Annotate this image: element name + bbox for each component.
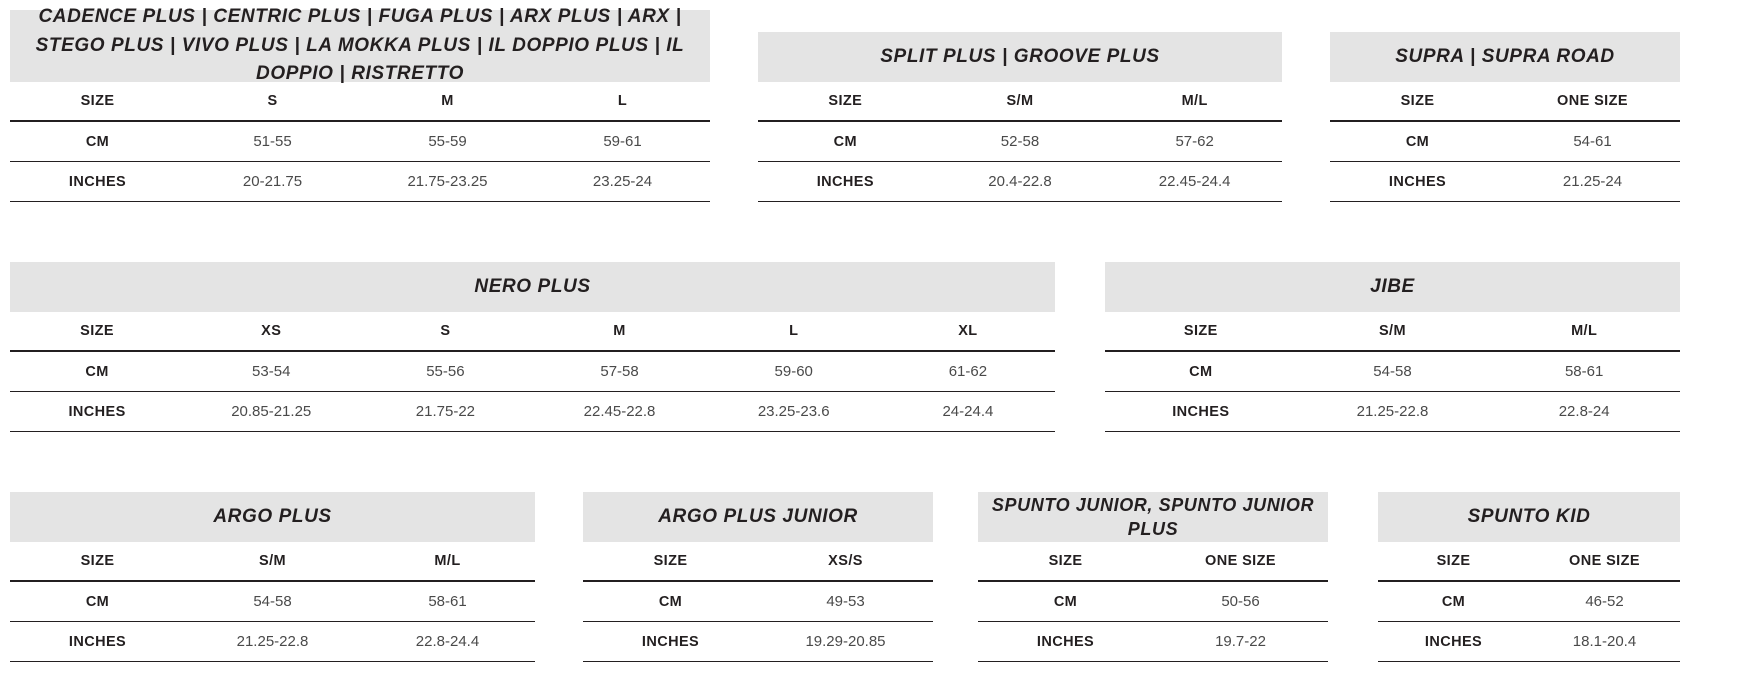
size-table-nero-plus: [10, 262, 1055, 432]
row-label: INCHES: [978, 622, 1153, 662]
cell-value: 52-58: [933, 121, 1108, 162]
table-title: SPUNTO KID: [1378, 492, 1680, 542]
table-header-row: [1378, 542, 1680, 581]
row-label: CM: [1105, 351, 1297, 392]
cell-value: 22.8-24: [1488, 392, 1680, 432]
size-table-jibe: [1105, 262, 1680, 432]
cell-value: 50-56: [1153, 581, 1328, 622]
column-header: L: [707, 312, 881, 351]
cell-value: 59-60: [707, 351, 881, 392]
row-label: CM: [1330, 121, 1505, 162]
table-row: [758, 121, 1282, 162]
cell-value: 21.75-22: [358, 392, 532, 432]
table-row: [10, 581, 535, 622]
table-row: [1378, 622, 1680, 662]
size-table-spunto-kid: [1378, 492, 1680, 662]
size-table-split-groove: [758, 32, 1282, 202]
table-row: [758, 162, 1282, 202]
row-label: INCHES: [10, 392, 184, 432]
row-label: INCHES: [1330, 162, 1505, 202]
row-label: CM: [10, 351, 184, 392]
column-header: SIZE: [1105, 312, 1297, 351]
column-header: SIZE: [10, 542, 185, 581]
cell-value: 57-62: [1107, 121, 1282, 162]
row-label: INCHES: [10, 622, 185, 662]
size-table: [758, 82, 1282, 202]
row-label: INCHES: [583, 622, 758, 662]
cell-value: 22.45-22.8: [532, 392, 706, 432]
table-row: [1105, 392, 1680, 432]
cell-value: 58-61: [360, 581, 535, 622]
row-label: CM: [1378, 581, 1529, 622]
cell-value: 51-55: [185, 121, 360, 162]
cell-value: 23.25-24: [535, 162, 710, 202]
column-header: SIZE: [978, 542, 1153, 581]
cell-value: 20.85-21.25: [184, 392, 358, 432]
column-header: SIZE: [10, 312, 184, 351]
column-header: M/L: [360, 542, 535, 581]
table-title: JIBE: [1105, 262, 1680, 312]
cell-value: 21.25-22.8: [185, 622, 360, 662]
cell-value: 61-62: [881, 351, 1055, 392]
size-table-supra: [1330, 32, 1680, 202]
cell-value: 19.29-20.85: [758, 622, 933, 662]
cell-value: 54-61: [1505, 121, 1680, 162]
column-header: S/M: [933, 82, 1108, 121]
column-header: SIZE: [1330, 82, 1505, 121]
size-table-argo-plus: [10, 492, 535, 662]
column-header: SIZE: [10, 82, 185, 121]
column-header: ONE SIZE: [1529, 542, 1680, 581]
column-header: M: [532, 312, 706, 351]
row-label: CM: [758, 121, 933, 162]
table-title: SUPRA | SUPRA ROAD: [1330, 32, 1680, 82]
size-table: [978, 542, 1328, 662]
table-header-row: [10, 542, 535, 581]
column-header: S: [185, 82, 360, 121]
cell-value: 46-52: [1529, 581, 1680, 622]
table-row: [1378, 581, 1680, 622]
cell-value: 55-59: [360, 121, 535, 162]
table-title: CADENCE PLUS | CENTRIC PLUS | FUGA PLUS | ARX PLUS | ARX | STEGO PLUS | VIVO PLUS | LA MOKKA PLUS | IL DOPPIO PLUS | IL DOPPIO | RISTRETTO: [10, 10, 710, 82]
cell-value: 20.4-22.8: [933, 162, 1108, 202]
table-header-row: [1330, 82, 1680, 121]
cell-value: 49-53: [758, 581, 933, 622]
cell-value: 21.25-24: [1505, 162, 1680, 202]
size-table: [10, 82, 710, 202]
table-title: NERO PLUS: [10, 262, 1055, 312]
table-row: [10, 351, 1055, 392]
size-table: [1378, 542, 1680, 662]
table-row: [1105, 351, 1680, 392]
row-label: INCHES: [1105, 392, 1297, 432]
table-row: [10, 392, 1055, 432]
cell-value: 54-58: [185, 581, 360, 622]
column-header: L: [535, 82, 710, 121]
cell-value: 53-54: [184, 351, 358, 392]
size-table: [10, 312, 1055, 432]
table-row: [583, 622, 933, 662]
column-header: S/M: [1297, 312, 1489, 351]
table-header-row: [1105, 312, 1680, 351]
cell-value: 21.75-23.25: [360, 162, 535, 202]
column-header: XS: [184, 312, 358, 351]
row-label: INCHES: [10, 162, 185, 202]
table-header-row: [10, 312, 1055, 351]
table-title: SPUNTO JUNIOR, SPUNTO JUNIOR PLUS: [978, 492, 1328, 542]
row-label: CM: [978, 581, 1153, 622]
size-table-spunto-junior: [978, 492, 1328, 662]
size-table-argo-plus-junior: [583, 492, 933, 662]
column-header: XS/S: [758, 542, 933, 581]
size-table: [583, 542, 933, 662]
column-header: M/L: [1488, 312, 1680, 351]
cell-value: 18.1-20.4: [1529, 622, 1680, 662]
column-header: M/L: [1107, 82, 1282, 121]
column-header: M: [360, 82, 535, 121]
cell-value: 23.25-23.6: [707, 392, 881, 432]
table-row: [10, 162, 710, 202]
cell-value: 20-21.75: [185, 162, 360, 202]
size-table: [1330, 82, 1680, 202]
column-header: SIZE: [1378, 542, 1529, 581]
column-header: SIZE: [583, 542, 758, 581]
column-header: XL: [881, 312, 1055, 351]
table-row: [1330, 162, 1680, 202]
table-row: [10, 121, 710, 162]
cell-value: 22.45-24.4: [1107, 162, 1282, 202]
size-table-cadence-group: [10, 6, 710, 202]
cell-value: 19.7-22: [1153, 622, 1328, 662]
cell-value: 54-58: [1297, 351, 1489, 392]
column-header: ONE SIZE: [1153, 542, 1328, 581]
row-label: CM: [583, 581, 758, 622]
column-header: ONE SIZE: [1505, 82, 1680, 121]
cell-value: 21.25-22.8: [1297, 392, 1489, 432]
table-title: ARGO PLUS: [10, 492, 535, 542]
table-title: ARGO PLUS JUNIOR: [583, 492, 933, 542]
cell-value: 22.8-24.4: [360, 622, 535, 662]
table-header-row: [758, 82, 1282, 121]
row-label: CM: [10, 121, 185, 162]
row-label: INCHES: [758, 162, 933, 202]
size-table: [1105, 312, 1680, 432]
cell-value: 59-61: [535, 121, 710, 162]
cell-value: 58-61: [1488, 351, 1680, 392]
row-label: CM: [10, 581, 185, 622]
column-header: SIZE: [758, 82, 933, 121]
cell-value: 24-24.4: [881, 392, 1055, 432]
column-header: S/M: [185, 542, 360, 581]
table-row: [978, 622, 1328, 662]
cell-value: 55-56: [358, 351, 532, 392]
table-header-row: [583, 542, 933, 581]
table-row: [1330, 121, 1680, 162]
table-row: [10, 622, 535, 662]
row-label: INCHES: [1378, 622, 1529, 662]
cell-value: 57-58: [532, 351, 706, 392]
table-header-row: [978, 542, 1328, 581]
table-title: SPLIT PLUS | GROOVE PLUS: [758, 32, 1282, 82]
table-row: [583, 581, 933, 622]
size-table: [10, 542, 535, 662]
column-header: S: [358, 312, 532, 351]
table-row: [978, 581, 1328, 622]
